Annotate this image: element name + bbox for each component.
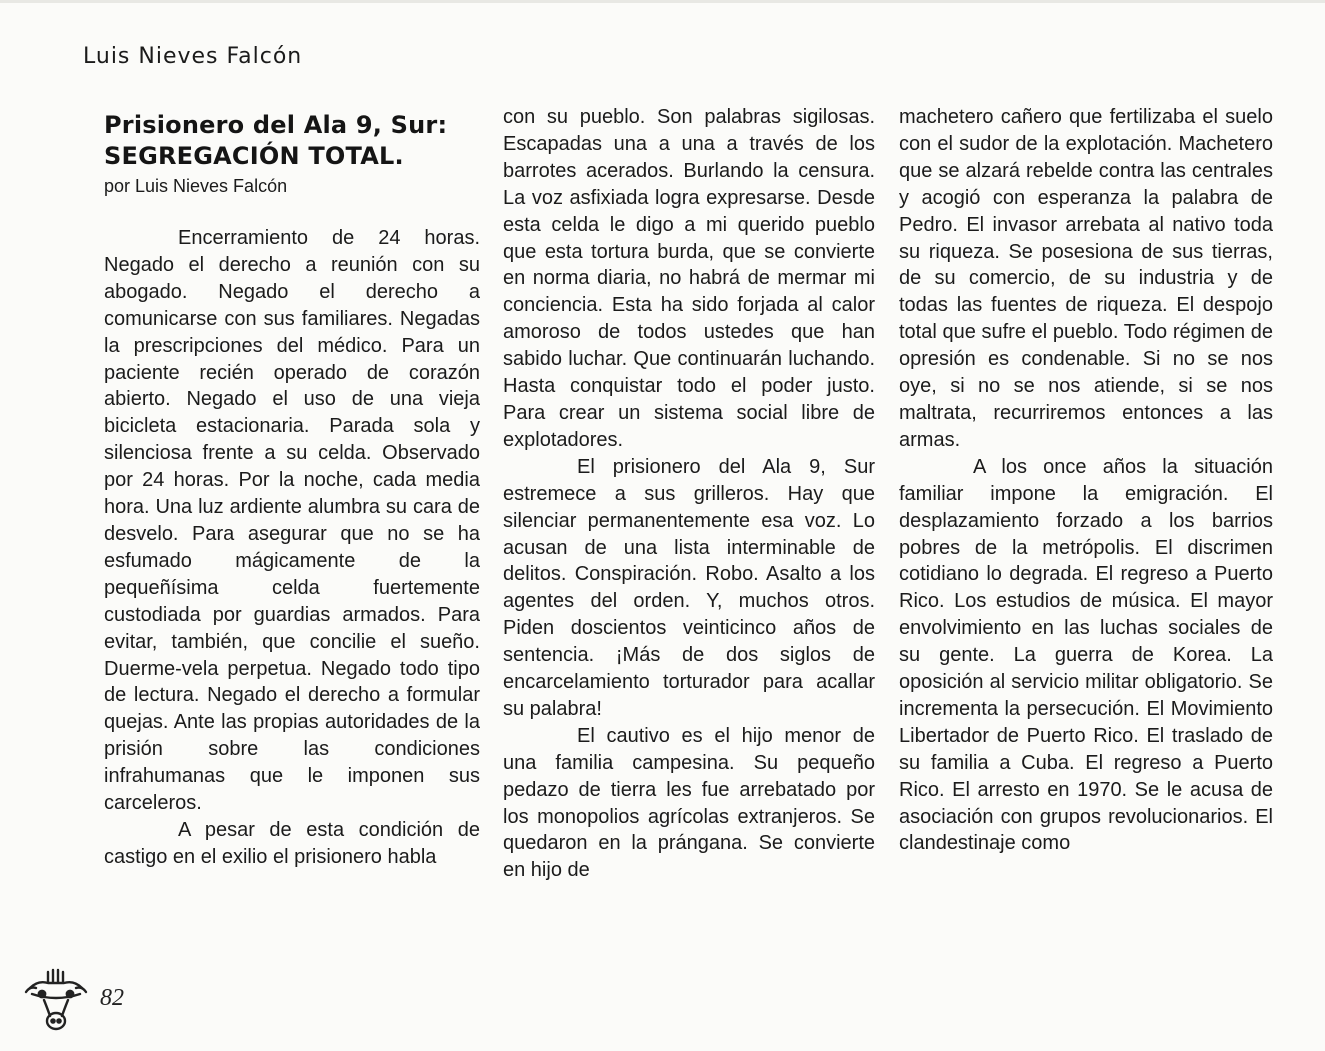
paragraph-4-continued: machetero cañero que fertilizaba el suelo con el sudor de la explotación. Machetero que se alzará rebelde contra las centrales y acogió con esperanza la palabra de Pedro. El invasor arrebata al nativo toda su riqueza. Se posesiona de sus tierras, de su comercio, de su industria y de todas las fuentes de riqueza. El despojo total que sufre el pueblo. Todo régimen de opresión es condenable. Si no se nos oye, si no se nos atiende, si se nos maltrata, recurriremos entonces a las armas. bbox=[899, 106, 1273, 451]
article-title-line-2: SEGREGACIÓN TOTAL. bbox=[104, 142, 404, 170]
paragraph-4-start: El cautivo es el hijo menor de una familia campesina. Su pequeño pedazo de tierra les fue arrebatado por los monopolios agrícolas extranjeros. Se quedaron en la prángana. Se convierte en hijo de bbox=[503, 724, 875, 882]
paragraph-2-start: A pesar de esta condición de castigo en el exilio el prisionero habla bbox=[104, 818, 480, 868]
paragraph-3: El prisionero del Ala 9, Sur estremece a sus grilleros. Hay que silenciar permanentemente esa voz. Lo acusan de una lista interminable de delitos. Conspiración. Robo. Asalto a los agentes del orden. Y, muchos otros. Piden doscientos veinticinco años de sentencia. ¡Más de dos siglos de encarcelamiento torturador para acallar su palabra! bbox=[503, 455, 875, 720]
running-head: Luis Nieves Falcón bbox=[83, 44, 303, 69]
article-title-line-1: Prisionero del Ala 9, Sur: bbox=[104, 111, 448, 139]
byline: por Luis Nieves Falcón bbox=[104, 176, 288, 196]
bull-head-ornament-icon bbox=[24, 966, 90, 1032]
text-column-2 bbox=[503, 104, 875, 884]
page-folio bbox=[24, 966, 174, 1036]
paragraph-2-continued: con su pueblo. Son palabras sigilosas. Escapadas una a una a través de los barrotes acerados. Burlando la censura. La voz asfixiada logra expresarse. Desde esta celda le digo a mi querido pueblo que esta tortura burda, que se convierte en norma diaria, no habrá de mermar mi conciencia. Esta ha sido forjada al calor amoroso de todos ustedes que han sabido luchar. Que continuarán luchando. Hasta conquistar todo el poder justo. Para crear un sistema social libre de explotadores. bbox=[503, 106, 875, 451]
paragraph-1: Encerramiento de 24 horas. Negado el derecho a reunión con su abogado. Negado el derecho a comunicarse con sus familiares. Negadas la prescripciones del médico. Para un paciente recién operado de corazón abierto. Negado el uso de una vieja bicicleta estacionaria. Parada sola y silenciosa frente a su celda. Observado por 24 horas. Por la noche, cada media hora. Una luz ardiente alumbra su cara de desvelo. Para asegurar que no se ha esfumado mágicamente de la pequeñísima celda fuertemente custodiada por guardias armados. Para evitar, también, que concilie el sueño. Duerme-vela perpetua. Negado todo tipo de lectura. Negado el derecho a formular quejas. Ante las propias autoridades de la prisión sobre las condiciones infrahumanas que le imponen sus carceleros. bbox=[104, 227, 480, 815]
text-column-1 bbox=[104, 104, 480, 871]
page-top-edge bbox=[0, 0, 1325, 3]
paragraph-5: A los once años la situación familiar impone la emigración. El desplazamiento forzado a los barrios pobres de la metrópolis. El discrimen cotidiano lo degrada. El regreso a Puerto Rico. Los estudios de música. El mayor envolvimiento en las luchas sociales de su gente. La guerra de Korea. La oposición al servicio militar obligatorio. Se incrementa la persecución. El Movimiento Libertador de Puerto Rico. El traslado de su familia a Cuba. El regreso a Puerto Rico. El arresto en 1970. Se le acusa de asociación con grupos revolucionarios. El clandestinaje como bbox=[899, 455, 1273, 855]
text-column-3 bbox=[899, 104, 1273, 857]
article-title bbox=[104, 110, 480, 172]
page-number: 82 bbox=[100, 985, 124, 1011]
